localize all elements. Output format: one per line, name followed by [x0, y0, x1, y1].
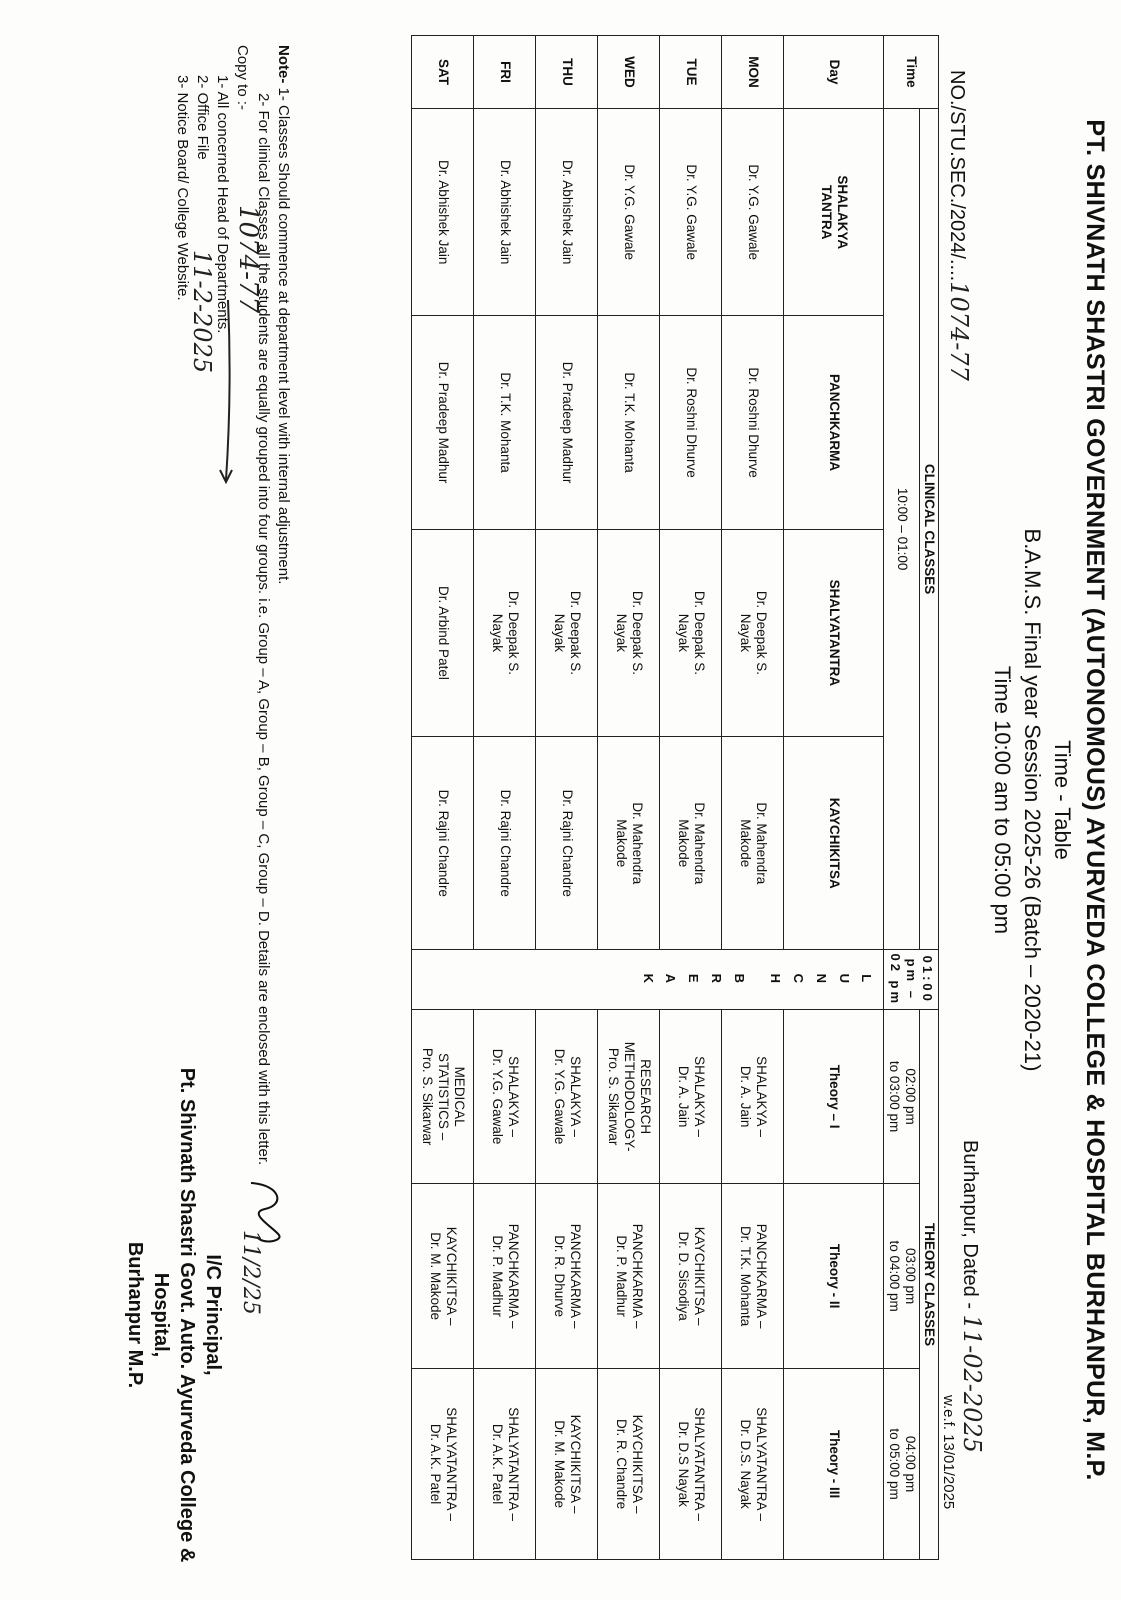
day-cell: WED: [598, 36, 660, 109]
theory-slot-time: [884, 1369, 919, 1560]
reference-prefix: NO./STU.SEC./2024/....: [946, 70, 968, 282]
cell-line: Dr. Deepak S.: [630, 590, 646, 675]
cell-line: Dr. Pradeep Madhur: [560, 361, 576, 484]
theory-cell: [474, 1010, 536, 1184]
theory-cell: [598, 1369, 660, 1560]
subject-header: [784, 529, 884, 737]
cell-line: Nayak: [675, 613, 691, 653]
cell-line: Dr. Y.G. Gawale: [622, 164, 638, 260]
theory-header: THEORY CLASSES: [919, 1010, 938, 1560]
cell-line: Dr. R. Dhurve: [551, 1235, 567, 1317]
clinical-cell: [474, 108, 536, 316]
lunch-letter: H: [768, 973, 784, 986]
cell-line: 03:00 pm: [902, 1247, 918, 1305]
lunch-letter: B: [731, 973, 747, 986]
day-cell: THU: [536, 36, 598, 109]
lunch-letter: U: [836, 973, 852, 986]
cell-line: Dr. Roshni Dhurve: [746, 367, 762, 478]
cell-line: Dr. T.K. Mohanta: [737, 1225, 753, 1327]
cell-line: KAYCHIKITSA –: [568, 1414, 584, 1514]
theory-cell: [722, 1184, 784, 1369]
signature-college: Pt. Shivnath Shastri Govt. Auto. Ayurveda College & Hospital,: [150, 1067, 198, 1563]
cell-line: KAYCHIKITSA –: [444, 1226, 460, 1326]
cell-line: SHALAKYA –: [568, 1056, 584, 1137]
day-row: [598, 36, 660, 1560]
cell-line: Pro. S. Sikarwar: [419, 1047, 435, 1146]
clinical-cell: [536, 737, 598, 950]
clinical-cell: [474, 529, 536, 737]
cell-line: Nayak: [737, 613, 753, 653]
theory-cell: [536, 1369, 598, 1560]
clinical-cell: [536, 529, 598, 737]
signature-place: Burhanpur M.P.: [124, 1241, 146, 1389]
cell-line: MEDICAL: [452, 1066, 468, 1127]
copy-item-3: 3- Notice Board/ College Website.: [173, 75, 191, 301]
copy-handwritten-date: 11-2-2025: [188, 250, 216, 374]
theory-cell: [722, 1010, 784, 1184]
cell-line: SHALYATANTRA –: [506, 1407, 522, 1521]
cell-line: Makode: [675, 819, 691, 868]
cell-line: PANCHKARMA –: [754, 1223, 770, 1329]
cell-line: Dr. Rajni Chandre: [560, 789, 576, 897]
cell-line: Dr. M. Makode: [427, 1232, 443, 1320]
cell-line: 02 pm: [888, 953, 904, 1007]
lunch-letter: R: [708, 973, 724, 986]
cell-line: Nayak: [551, 613, 567, 653]
theory-cell: [536, 1184, 598, 1369]
theory-cell: [412, 1369, 474, 1560]
cell-line: KAYCHIKITSA –: [630, 1414, 646, 1514]
copy-item-2: 2- Office File: [194, 75, 211, 160]
dated-line: [958, 1140, 986, 1453]
cell-line: Dr. Deepak S.: [754, 590, 770, 675]
cell-line: RESEARCH: [638, 1059, 654, 1135]
cell-line: Dr. A.K. Patel: [489, 1423, 505, 1505]
theory-cell: [412, 1184, 474, 1369]
clinical-cell: [412, 529, 474, 737]
theory-cell: [412, 1010, 474, 1184]
cell-line: Dr. D. Sisodiya: [675, 1231, 691, 1321]
note-label: Note-: [275, 45, 292, 84]
cell-line: SHALYATANTRA: [827, 579, 843, 687]
day-cell: TUE: [660, 36, 722, 109]
cell-line: Dr. Mahendra: [754, 802, 770, 885]
cell-line: Dr. D.S. Nayak: [737, 1419, 753, 1509]
clinical-cell: [474, 316, 536, 529]
lunch-letter: L: [859, 974, 875, 986]
clinical-time: 10:00 – 01:00: [884, 108, 919, 949]
signature-handwritten-date: 11/2/25: [238, 1230, 263, 1315]
document-title: Time - Table: [1050, 740, 1075, 860]
theory-slot-label: Theory - II: [784, 1184, 884, 1369]
cell-line: Pro. S. Sikarwar: [605, 1047, 621, 1146]
header-row-1: [919, 36, 938, 1560]
cell-line: Dr. Abhishek Jain: [560, 160, 576, 265]
cell-line: SHALAKYA: [835, 175, 851, 250]
cell-line: Dr. T.K. Mohanta: [498, 372, 514, 473]
day-label: Day: [784, 36, 884, 109]
theory-cell: [722, 1369, 784, 1560]
clinical-cell: [598, 529, 660, 737]
cell-line: Dr. Y.G. Gawale: [684, 164, 700, 260]
day-row: [474, 36, 536, 1560]
signature-title: I/C Principal,: [202, 1254, 224, 1376]
cell-line: Nayak: [489, 613, 505, 653]
clinical-cell: [660, 737, 722, 950]
signature-block: [122, 1030, 226, 1600]
header-row-2: [884, 36, 919, 1560]
cell-line: Dr. Y.G. Gawale: [489, 1048, 505, 1145]
cell-line: pm –: [904, 958, 920, 1001]
theory-slot-label: Theory – I: [784, 1010, 884, 1184]
note-2: 2- For clinical Classes all the students are equally grouped into four groups. i.e. Group – A, Group – B, Group – C, Group – D. Details are enclosed with this letter.: [254, 93, 272, 1166]
timetable: [411, 35, 939, 1560]
cell-line: PANCHKARMA: [827, 373, 843, 472]
with-effect-from: w.e.f. 13/01/2025: [940, 1395, 957, 1510]
cell-line: Dr. Deepak S.: [692, 590, 708, 675]
theory-cell: [598, 1184, 660, 1369]
clinical-cell: [412, 316, 474, 529]
lunch-time: [884, 950, 939, 1010]
cell-line: Dr. Abhishek Jain: [498, 160, 514, 265]
cell-line: Dr. Deepak S.: [506, 590, 522, 675]
cell-line: SHALAKYA –: [754, 1056, 770, 1137]
theory-cell: [474, 1369, 536, 1560]
cell-line: Makode: [737, 819, 753, 868]
theory-cell: [536, 1010, 598, 1184]
lunch-letter: A: [663, 973, 679, 986]
cell-line: KAYCHIKITSA –: [692, 1226, 708, 1326]
cell-line: PANCHKARMA –: [568, 1223, 584, 1329]
cell-line: Dr. Mahendra: [630, 802, 646, 885]
lunch-letter: K: [640, 973, 656, 986]
cell-line: Dr. P. Madhur: [613, 1235, 629, 1317]
lunch-letter: E: [686, 973, 702, 986]
cell-line: Dr. Rajni Chandre: [436, 789, 452, 897]
time-label: Time: [884, 36, 939, 109]
cell-line: Dr. A.K. Patel: [427, 1423, 443, 1505]
clinical-cell: [660, 108, 722, 316]
day-cell: SAT: [412, 36, 474, 109]
reference-handwritten: 1074-77: [945, 281, 973, 381]
time-range: Time 10:00 am to 05:00 pm: [990, 665, 1015, 935]
day-cell: MON: [722, 36, 784, 109]
theory-cell: [660, 1369, 722, 1560]
clinical-cell: [474, 737, 536, 950]
reference-number: [945, 70, 973, 381]
clinical-cell: [660, 316, 722, 529]
cell-line: PANCHKARMA –: [506, 1223, 522, 1329]
clinical-cell: [722, 737, 784, 950]
cell-line: Dr. Y.G. Gawale: [746, 164, 762, 260]
copy-item-1: 1- All concerned Head of Departments.: [214, 75, 232, 334]
clinical-header: CLINICAL CLASSES: [919, 108, 938, 949]
dated-handwritten: 11-02-2025: [958, 1314, 986, 1453]
cell-line: SHALYATANTRA –: [754, 1407, 770, 1521]
clinical-cell: [722, 529, 784, 737]
cell-line: Dr. Mahendra: [692, 802, 708, 885]
theory-cell: [660, 1010, 722, 1184]
cell-line: KAYCHIKITSA: [827, 797, 843, 889]
cell-line: 02:00 pm: [902, 1068, 918, 1125]
cell-line: Dr. Y.G. Gawale: [551, 1048, 567, 1145]
day-row: [660, 36, 722, 1560]
theory-cell: [660, 1184, 722, 1369]
header-row-3: [784, 36, 884, 1560]
cell-line: Dr. Deepak S.: [568, 590, 584, 675]
cell-line: to 04:00 pm: [886, 1240, 902, 1312]
cell-line: Dr. M. Makode: [551, 1420, 567, 1508]
clinical-cell: [660, 529, 722, 737]
session-line: B.A.M.S. Final year Session 2025-26 (Batch – 2020-21): [1020, 528, 1045, 1072]
cell-line: Dr. Arbind Patel: [436, 586, 452, 680]
theory-slot-label: Theory - III: [784, 1369, 884, 1560]
cell-line: Makode: [613, 819, 629, 868]
theory-slot-time: [884, 1010, 919, 1184]
day-row: [536, 36, 598, 1560]
clinical-cell: [598, 737, 660, 950]
clinical-cell: [598, 108, 660, 316]
copy-handwritten-ref: 1074-77: [233, 205, 263, 314]
day-cell: FRI: [474, 36, 536, 109]
cell-line: Dr. D.S Nayak: [675, 1421, 691, 1507]
note-item-1: 1- Classes Should commence at department level with internal adjustment.: [275, 87, 292, 585]
theory-cell: [598, 1010, 660, 1184]
cell-line: TANTRA: [818, 184, 834, 240]
clinical-cell: [722, 108, 784, 316]
clinical-cell: [536, 108, 598, 316]
cell-line: Dr. Abhishek Jain: [436, 160, 452, 265]
dated-prefix: Burhanpur, Dated -: [959, 1140, 981, 1309]
copy-to-label: Copy to :-: [234, 45, 252, 111]
day-row: [722, 36, 784, 1560]
cell-line: to 03:00 pm: [886, 1060, 902, 1133]
cell-line: SHALYATANTRA –: [692, 1407, 708, 1521]
cell-line: Dr. Pradeep Madhur: [436, 361, 452, 484]
cell-line: STATISTICS –: [436, 1052, 452, 1141]
subject-header: [784, 316, 884, 529]
cell-line: Dr. A. Jain: [737, 1065, 753, 1128]
cell-line: PANCHKARMA –: [630, 1223, 646, 1329]
lunch-break: [412, 950, 884, 1010]
cell-line: Dr. R. Chandre: [613, 1419, 629, 1510]
clinical-cell: [536, 316, 598, 529]
cell-line: SHALAKYA –: [506, 1056, 522, 1137]
college-title: PT. SHIVNATH SHASTRI GOVERNMENT (AUTONOMOUS) AYURVEDA COLLEGE & HOSPITAL BURHANPUR, M.P.: [1081, 119, 1109, 1481]
theory-slot-time: [884, 1184, 919, 1369]
cell-line: SHALAKYA –: [692, 1056, 708, 1137]
day-row: [412, 36, 474, 1560]
cell-line: Dr. T.K. Mohanta: [622, 372, 638, 473]
lunch-letter: C: [791, 973, 807, 986]
subject-header: [784, 108, 884, 316]
cell-line: Dr. Rajni Chandre: [498, 789, 514, 897]
cell-line: Nayak: [613, 613, 629, 653]
clinical-cell: [412, 108, 474, 316]
cell-line: to 05:00 pm: [886, 1428, 902, 1500]
cell-line: SHALYATANTRA –: [444, 1407, 460, 1521]
subject-header: [784, 737, 884, 950]
theory-cell: [474, 1184, 536, 1369]
cell-line: Dr. A. Jain: [675, 1065, 691, 1128]
clinical-cell: [722, 316, 784, 529]
cell-line: Dr. Roshni Dhurve: [684, 367, 700, 478]
note-1: [273, 45, 293, 1165]
clinical-cell: [412, 737, 474, 950]
cell-line: 04:00 pm: [902, 1435, 918, 1493]
cell-line: 01:00: [919, 955, 935, 1004]
cell-line: METHODOLOGY-: [622, 1041, 638, 1152]
lunch-letter: N: [813, 973, 829, 986]
cell-line: Dr. P. Madhur: [489, 1235, 505, 1317]
lunch-letter: [750, 952, 764, 1007]
clinical-cell: [598, 316, 660, 529]
